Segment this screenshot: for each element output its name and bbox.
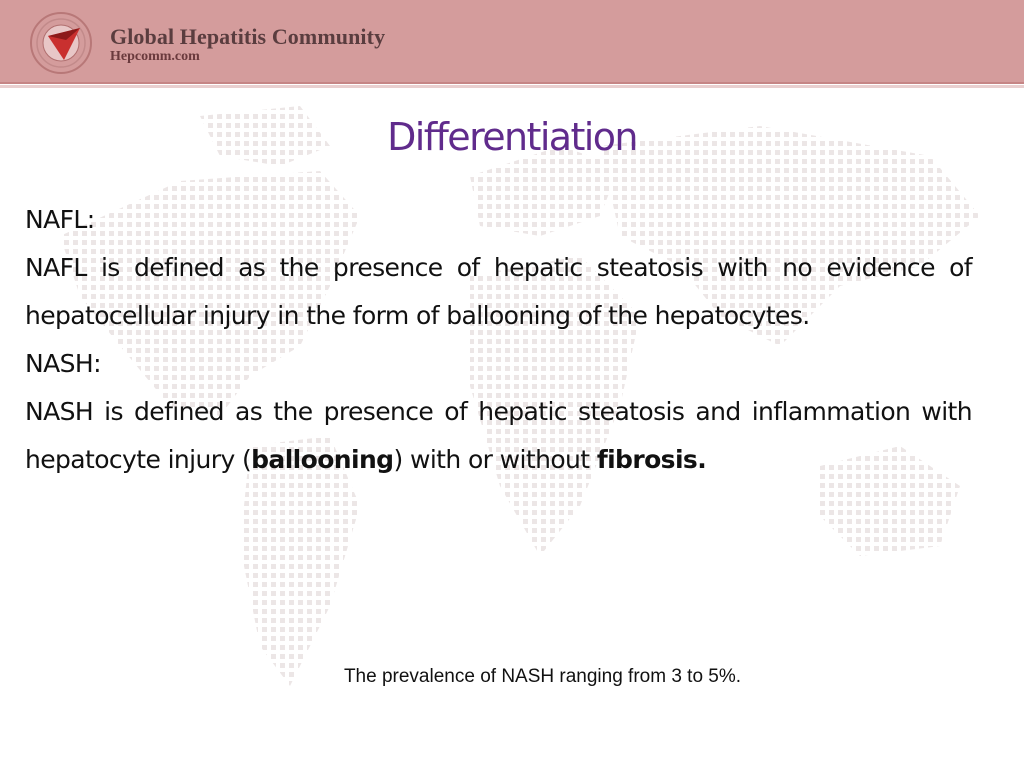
slide-body <box>25 196 972 484</box>
nafl-definition: NAFL is defined as the presence of hepatic steatosis with no evidence of hepatocellular injury in the form of ballooning of the hepatocytes. <box>25 253 972 330</box>
brand-name: Global Hepatitis Community <box>110 24 386 49</box>
prevalence-footnote: The prevalence of NASH ranging from 3 to 5%. <box>343 666 742 687</box>
header-divider <box>0 85 1024 88</box>
header-bar <box>0 0 1024 84</box>
nash-bold-fibrosis: fibrosis. <box>596 445 707 474</box>
brand-url: Hepcomm.com <box>110 49 200 64</box>
slide-title: Differentiation <box>387 115 637 159</box>
hepcomm-logo-icon <box>28 10 94 76</box>
nash-heading: NASH: <box>25 349 101 378</box>
nash-definition-text-2: ) with or without <box>393 445 597 474</box>
nafl-heading: NAFL: <box>25 205 95 234</box>
nash-bold-ballooning: ballooning <box>251 445 394 474</box>
nash-definition <box>25 388 972 484</box>
nash-definition-text-1: NASH is defined as the presence of hepatic steatosis and inflammation with hepatocyte injury ( <box>25 397 972 474</box>
